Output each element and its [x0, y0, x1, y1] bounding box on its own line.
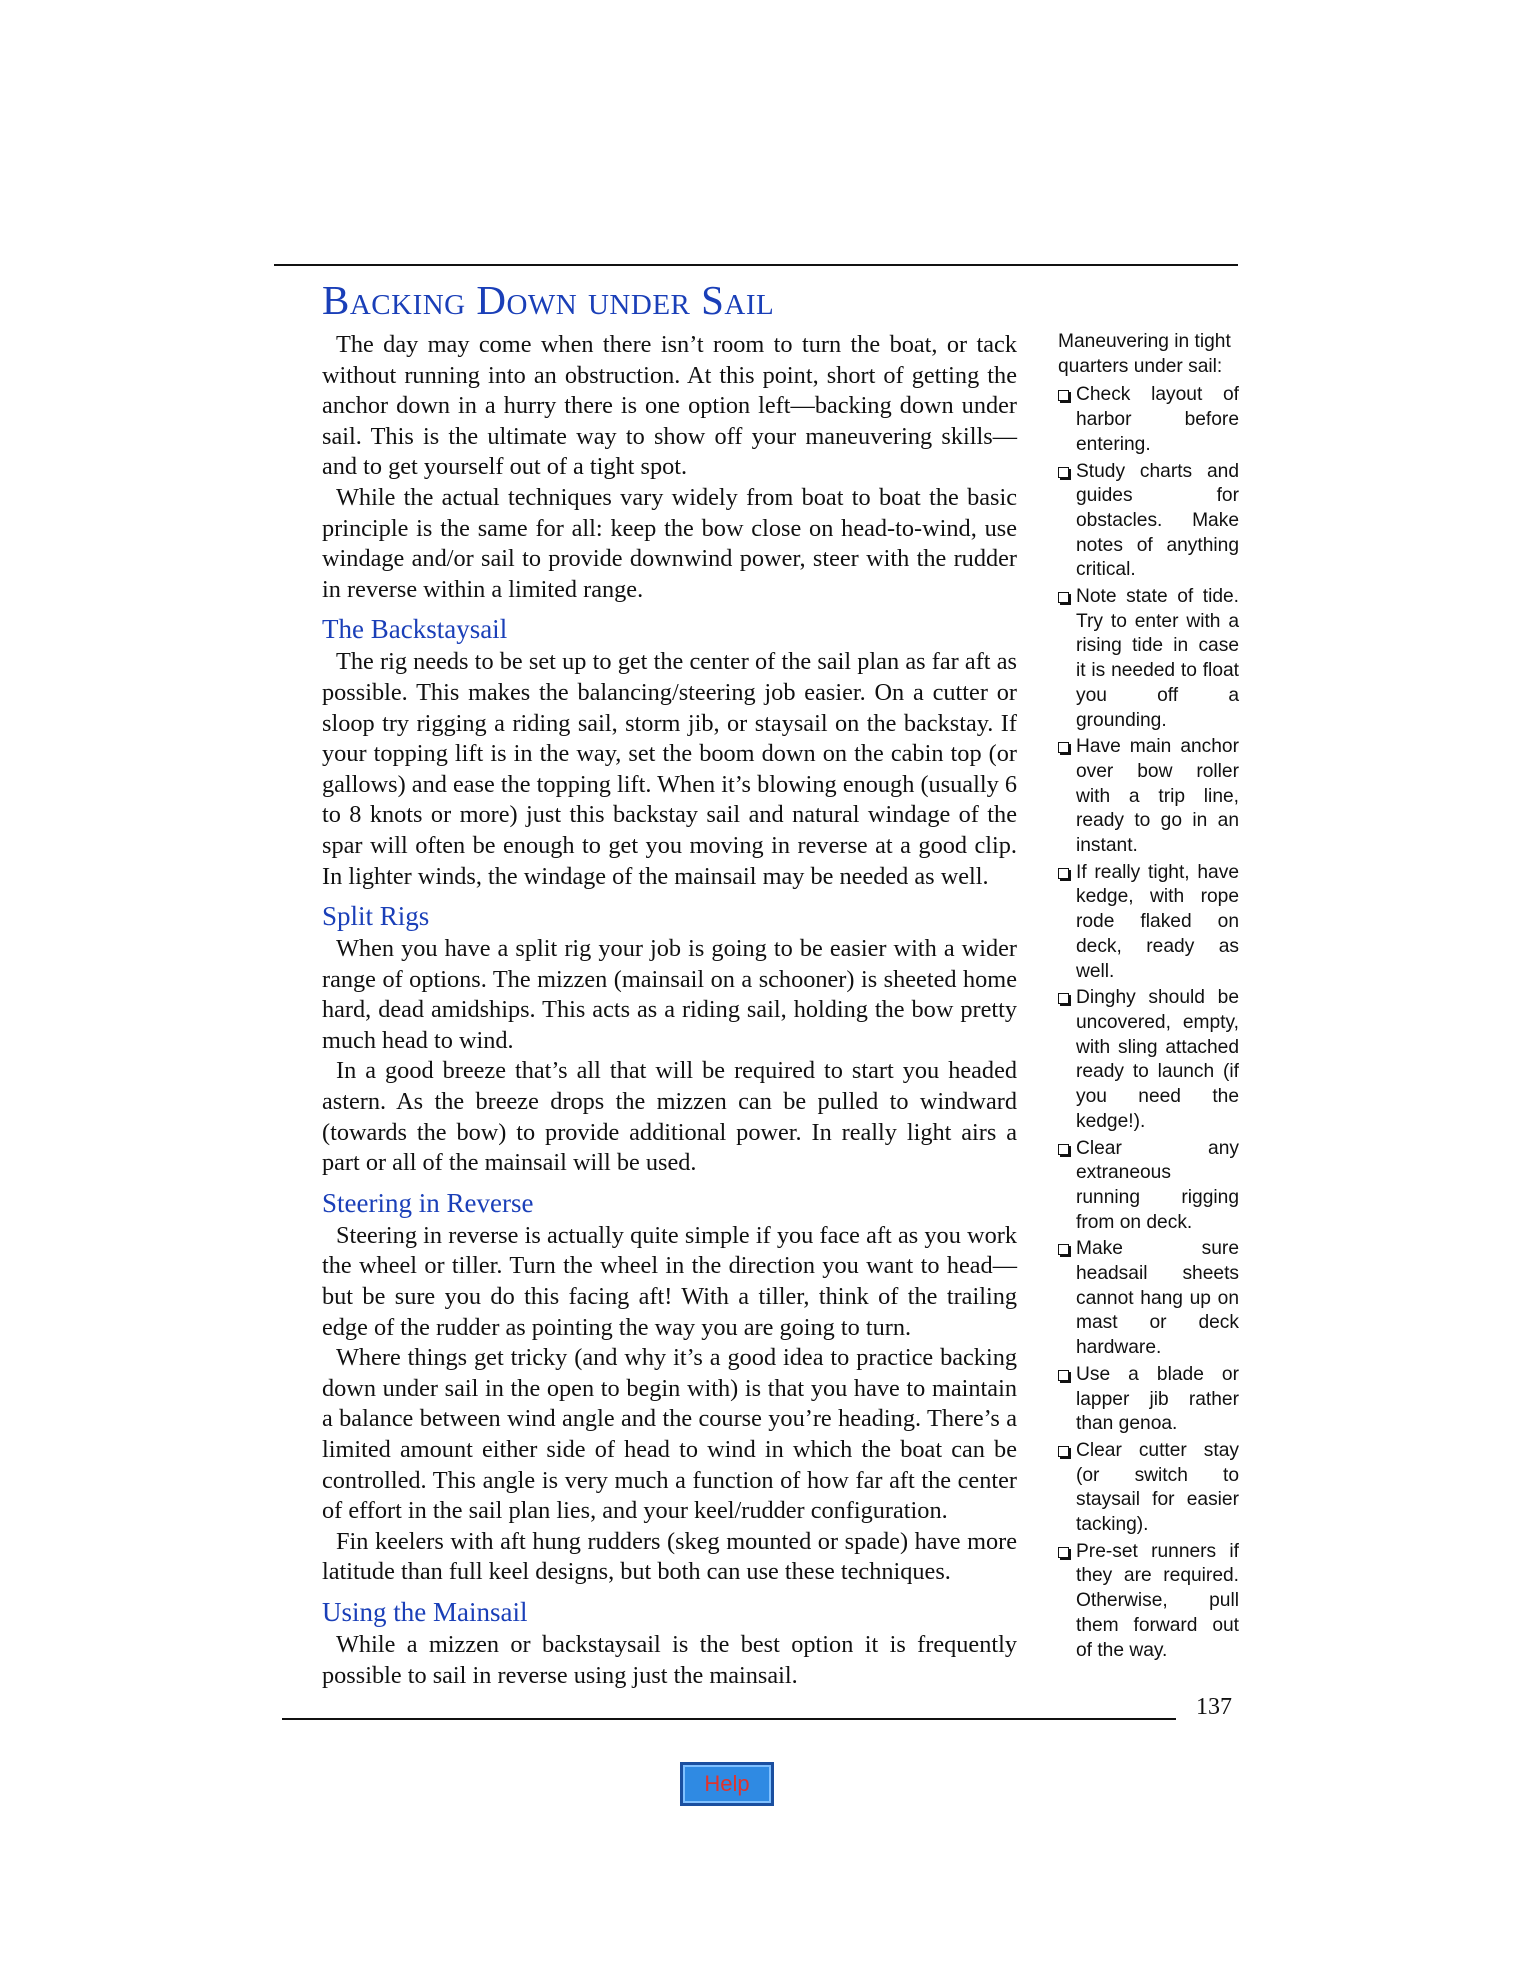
body-paragraph: When you have a split rig your job is going to be easier with a wider range of options. The mizzen (mainsail on a schooner) is sheeted home hard, dead amidships. This acts as a riding sail, holding the bow pretty much head to wind.: [322, 935, 1017, 1054]
checkbox-icon: [1058, 467, 1069, 478]
section-heading-backstaysail: The Backstaysail: [322, 614, 508, 645]
checklist: [1058, 383, 1239, 1663]
checklist-item-text: Have main anchor over bow roller with a trip line, ready to go in an instant.: [1076, 736, 1239, 857]
sidebar-intro: Maneuvering in tight quarters under sail:: [1058, 331, 1231, 377]
checklist-item: [1058, 735, 1239, 859]
section-heading-using-the-mainsail: Using the Mainsail: [322, 1596, 528, 1627]
body-paragraph: The rig needs to be set up to get the center of the sail plan as far aft as possible. This makes the balancing/steering job easier. On a cutter or sloop try rigging a riding sail, storm jib, or staysail on the backstay. If your topping lift is in the way, set the boom down on the cabin top (or gallows) and ease the topping lift. When it’s blowing enough (usually 6 to 8 knots or more) just this backstay sail and natural windage of the spar will often be enough to get you moving in reverse at a good clip. In lighter winds, the windage of the mainsail may be needed as well.: [322, 648, 1017, 890]
checklist-item: [1058, 585, 1239, 733]
body-paragraph: Where things get tricky (and why it’s a good idea to practice backing down under sail in the open to begin with) is that you have to maintain a balance between wind angle and the course you’re heading. There’s a limited amount either side of head to wind in which the boat can be controlled. This angle is very much a function of how far aft the center of effort in the sail plan lies, and your keel/rudder configuration.: [322, 1344, 1017, 1525]
checklist-item: [1058, 460, 1239, 584]
checklist-item: [1058, 861, 1239, 985]
body-paragraph: While a mizzen or backstaysail is the best option it is frequently possible to sail in reverse using just the mainsail.: [322, 1630, 1017, 1689]
checklist-item: [1058, 986, 1239, 1134]
top-rule: [274, 264, 1238, 266]
help-button[interactable]: Help: [680, 1762, 774, 1806]
section-heading-split-rigs: Split Rigs: [322, 901, 430, 932]
page-title: Backing Down under Sail: [322, 277, 775, 323]
checklist-item-text: Clear any extraneous running rigging from on deck.: [1076, 1137, 1239, 1233]
checkbox-icon: [1058, 1370, 1069, 1381]
checklist-item-text: Clear cutter stay (or switch to staysail for easier tacking).: [1076, 1439, 1239, 1536]
bottom-rule: [282, 1718, 1176, 1720]
body-paragraph: Fin keelers with aft hung rudders (skeg mounted or spade) have more latitude than full keel designs, but both can use these techniques.: [322, 1527, 1017, 1586]
checkbox-icon: [1058, 592, 1069, 603]
section-heading-steering-in-reverse: Steering in Reverse: [322, 1187, 534, 1218]
checklist-item-text: Make sure headsail sheets cannot hang up on mast or deck hardware.: [1076, 1238, 1239, 1359]
checkbox-icon: [1058, 1144, 1069, 1155]
checkbox-icon: [1058, 1446, 1069, 1457]
checklist-item: [1058, 1540, 1239, 1664]
sidebar-checklist: [1058, 330, 1239, 1665]
body-paragraph: In a good breeze that’s all that will be required to start you headed astern. As the breeze drops the mizzen can be pulled to windward (towards the bow) to provide additional power. In really light airs a part or all of the mainsail will be used.: [322, 1057, 1017, 1177]
checklist-item-text: If really tight, have kedge, with rope rode flaked on deck, ready as well.: [1076, 861, 1239, 982]
intro-paragraph: While the actual techniques vary widely from boat to boat the basic principle is the same for all: keep the bow close on head-to-wind, use windage and/or sail to provide downwind power, steer with the rudder in reverse within a limited range.: [322, 483, 1017, 603]
checkbox-icon: [1058, 390, 1069, 401]
page-number: 137: [1196, 1694, 1232, 1720]
checklist-item-text: Dinghy should be uncovered, empty, with sling attached ready to launch (if you need the kedge!).: [1076, 987, 1239, 1132]
checklist-item: [1058, 1439, 1239, 1538]
body-paragraph: Steering in reverse is actually quite simple if you face aft as you work the wheel or tiller. Turn the wheel in the direction you want to head—but be sure you do this facing aft! With a tiller, think of the trailing edge of the rudder as pointing the way you are going to turn.: [322, 1221, 1017, 1341]
checklist-item-text: Pre-set runners if they are required. Otherwise, pull them forward out of the way.: [1076, 1540, 1239, 1661]
checkbox-icon: [1058, 868, 1069, 879]
checklist-item-text: Use a blade or lapper jib rather than genoa.: [1076, 1363, 1239, 1435]
checklist-item-text: Note state of tide. Try to enter with a rising tide in case it is needed to float you off a grounding.: [1076, 586, 1239, 731]
checkbox-icon: [1058, 1244, 1069, 1255]
main-column: [322, 330, 1017, 1691]
checklist-item-text: Study charts and guides for obstacles. Make notes of anything critical.: [1076, 460, 1239, 581]
checkbox-icon: [1058, 1547, 1069, 1558]
checklist-item: [1058, 1237, 1239, 1361]
checklist-item: [1058, 1137, 1239, 1236]
intro-paragraph: The day may come when there isn’t room to turn the boat, or tack without running into an obstruction. At this point, short of getting the anchor down in a hurry there is one option left—backing down under sail. This is the ultimate way to show off your maneuvering skills—and to get yourself out of a tight spot.: [322, 331, 1017, 481]
checklist-item: [1058, 1363, 1239, 1437]
checkbox-icon: [1058, 742, 1069, 753]
checklist-item: [1058, 383, 1239, 457]
checklist-item-text: Check layout of harbor before entering.: [1076, 384, 1239, 455]
checkbox-icon: [1058, 993, 1069, 1004]
